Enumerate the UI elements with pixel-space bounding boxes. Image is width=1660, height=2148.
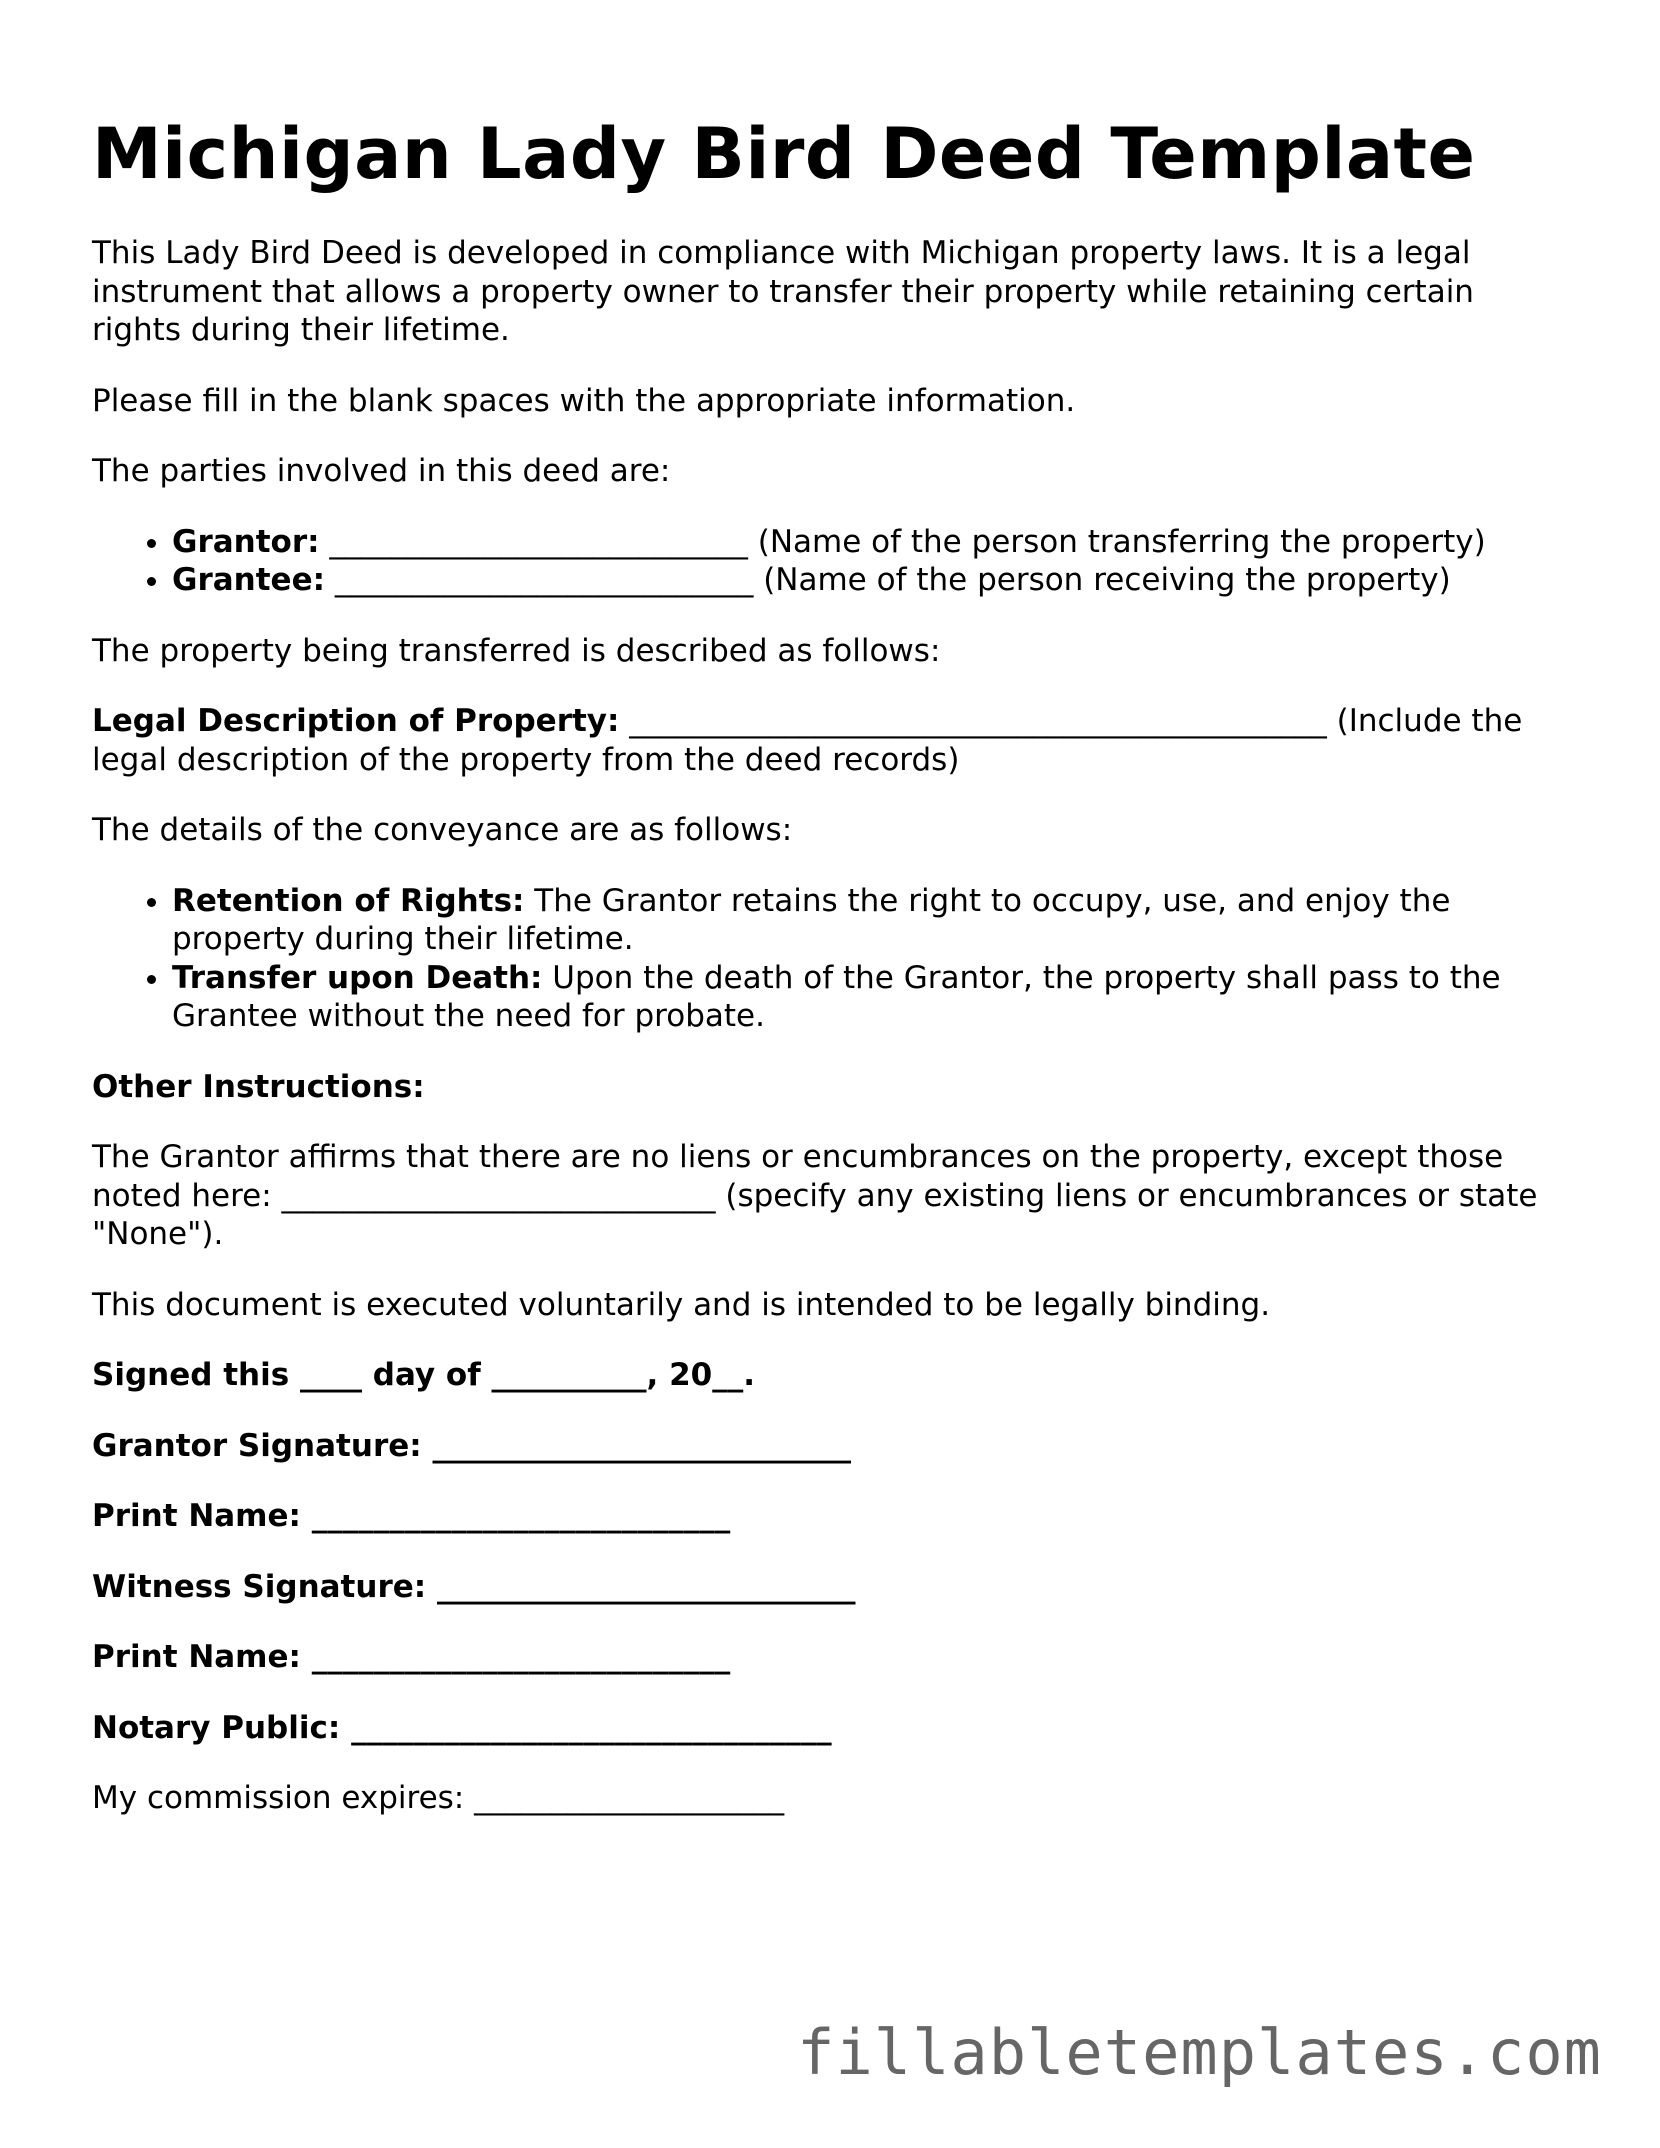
grantee-blank-text: ___________________________ (Name of the person receiving the property) <box>325 562 1451 598</box>
grantor-blank-text: ___________________________ (Name of the person transferring the property) <box>319 523 1486 560</box>
notary-public-line <box>92 1709 1562 1748</box>
other-instructions-label: Other Instructions: <box>92 1068 425 1105</box>
grantor-label: Grantor: <box>172 523 320 560</box>
watermark-text: fillabletemplates.com <box>797 2016 1602 2089</box>
parties-intro: The parties involved in this deed are: <box>92 453 671 489</box>
grantor-print-name-line <box>92 1497 1562 1536</box>
binding-paragraph: This document is executed voluntarily and is intended to be legally binding. <box>92 1286 1271 1323</box>
conveyance-intro: The details of the conveyance are as follows: <box>92 812 793 848</box>
liens-paragraph: The Grantor affirms that there are no liens or encumbrances on the property, except those noted here: ____________________________ (specify any existing liens or encumbrances or state "None"). <box>92 1139 1538 1252</box>
grantor-signature-text: Grantor Signature: ___________________________ <box>92 1427 851 1464</box>
list-item-transfer <box>172 959 1562 1036</box>
legal-description-label: Legal Description of Property: <box>92 703 620 739</box>
parties-list <box>92 523 1562 600</box>
list-item-retention <box>172 882 1562 959</box>
fill-instruction: Please fill in the blank spaces with the appropriate information. <box>92 382 1076 419</box>
grantee-label: Grantee: <box>172 562 325 598</box>
transfer-text: Upon the death of the Grantor, the property shall pass to the Grantee without the need for probate. <box>172 959 1501 1034</box>
grantor-signature-line <box>92 1427 1562 1466</box>
document-title: Michigan Lady Bird Deed Template <box>92 113 1476 195</box>
grantor-print-name-text: Print Name: ___________________________ <box>92 1498 731 1534</box>
list-item-grantee <box>172 561 1562 600</box>
witness-signature-text: Witness Signature: ___________________________ <box>92 1568 856 1605</box>
notary-public-text: Notary Public: _______________________________ <box>92 1709 832 1746</box>
intro-paragraph: This Lady Bird Deed is developed in compliance with Michigan property laws. It is a legal instrument that allows a property owner to transfer their property while retaining certain rights during their lifetime. <box>92 235 1474 348</box>
witness-print-name-line <box>92 1638 1562 1677</box>
legal-description-paragraph <box>92 702 1562 779</box>
other-instructions-heading <box>92 1068 1562 1107</box>
witness-signature-line <box>92 1568 1562 1607</box>
signed-date-line <box>92 1356 1562 1395</box>
witness-print-name-text: Print Name: ___________________________ <box>92 1639 731 1675</box>
commission-expires-line: My commission expires: ____________________ <box>92 1780 785 1816</box>
legal-description-text: _____________________________________________ (Include the legal description of the property from the deed records) <box>92 703 1523 778</box>
retention-text: The Grantor retains the right to occupy, use, and enjoy the property during their lifetime. <box>172 882 1451 957</box>
retention-label: Retention of Rights: <box>172 882 525 919</box>
conveyance-list <box>92 882 1562 1036</box>
transfer-label: Transfer upon Death: <box>172 959 543 996</box>
list-item-grantor <box>172 523 1562 562</box>
property-intro: The property being transferred is described as follows: <box>92 632 941 669</box>
signed-date-text: Signed this ____ day of __________, 20__. <box>92 1357 755 1393</box>
document-page <box>92 112 1562 1850</box>
